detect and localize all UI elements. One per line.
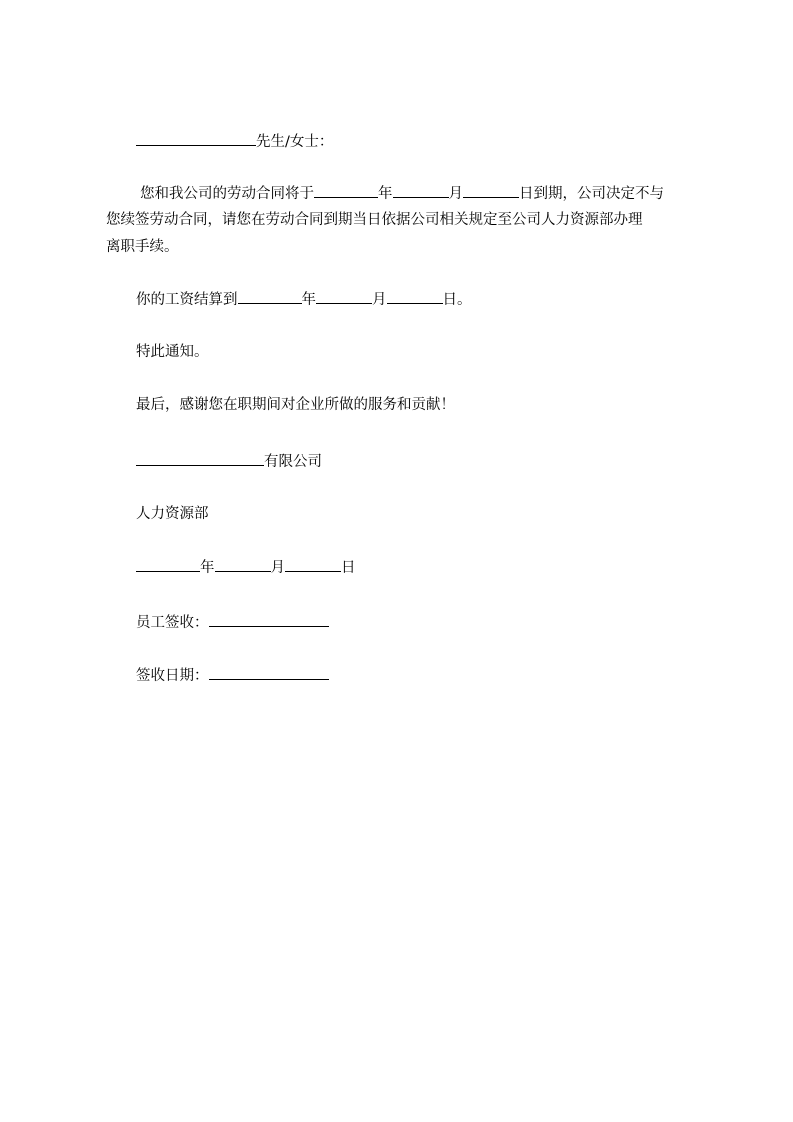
body-paragraph-line-1 (140, 183, 664, 204)
notice-line (136, 342, 209, 362)
employee-sign-blank (209, 612, 329, 627)
salary-day-label: 日。 (442, 292, 472, 308)
salary-prefix: 你的工资结算到 (136, 292, 238, 308)
date-year-blank (136, 557, 200, 572)
salary-year-label: 年 (301, 292, 316, 308)
body-paragraph-line-2 (106, 210, 643, 230)
sign-date-label: 签收日期： (136, 668, 209, 684)
date-day-blank (285, 557, 341, 572)
date-line (136, 557, 356, 578)
contract-end-day-blank (463, 183, 519, 198)
employee-sign-line (136, 612, 329, 633)
salary-year-blank (238, 289, 302, 304)
department-line (136, 504, 209, 524)
sign-date-line (136, 665, 329, 686)
date-month-label: 月 (270, 560, 285, 576)
salary-line (136, 289, 472, 310)
thanks-text: 最后，感谢您在职期间对企业所做的服务和贡献！ (136, 397, 455, 413)
body-paragraph-line-3 (106, 237, 179, 257)
salutation-suffix: 先生/女士： (256, 134, 334, 150)
department-text: 人力资源部 (136, 506, 209, 522)
company-line (136, 451, 322, 472)
salary-day-blank (387, 289, 443, 304)
body-text-line3: 离职手续。 (106, 239, 179, 255)
body-text-part2: 日到期，公司决定不与 (519, 186, 664, 202)
contract-end-month-blank (393, 183, 449, 198)
contract-end-year-blank (314, 183, 378, 198)
sign-date-blank (209, 665, 329, 680)
body-year-label: 年 (378, 186, 393, 202)
date-day-label: 日 (341, 560, 356, 576)
employee-sign-label: 员工签收： (136, 615, 209, 631)
date-year-label: 年 (200, 560, 215, 576)
thanks-line (136, 395, 455, 415)
body-text-line2: 您续签劳动合同，请您在劳动合同到期当日依据公司相关规定至公司人力资源部办理 (106, 212, 643, 228)
body-month-label: 月 (448, 186, 463, 202)
notice-text: 特此通知。 (136, 344, 209, 360)
date-month-blank (215, 557, 271, 572)
company-suffix: 有限公司 (264, 454, 322, 470)
salutation-line (136, 131, 333, 152)
company-name-blank (136, 451, 264, 466)
salary-month-label: 月 (372, 292, 387, 308)
salary-month-blank (316, 289, 372, 304)
body-text-part1: 您和我公司的劳动合同将于 (140, 186, 314, 202)
recipient-name-blank (136, 131, 256, 146)
